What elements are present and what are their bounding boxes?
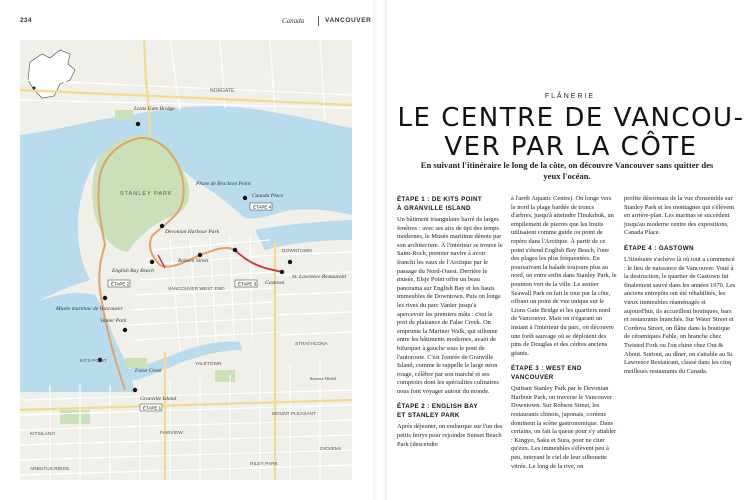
label-canada-place: Canada Place [252, 193, 284, 199]
etape2-text-continued: à l'arrêt Aquatic Centre). On longe vers le nord la plage bardée de troncs d'arbres, jusqu'à atteindre l'Inukshuk, un empilement de pierres que les Inuits utilisaient comme guide ou point de repère dans l'Arctique. À partir de ce point s'étend English Bay Beach, l'une des plages les plus fréquentées. En poursuivant la balade toujours plus au nord, on entre enfin dans Stanley Park, le poumon vert de la ville. Le sentier Seawall Park en fait le tour par la côte, offrant un point de vue unique sur le Lions Gate Bridge et les quartiers nord de Vancouver. Mais on n'égarant un instant à l'intérieur du parc, on découvre une forêt sauvage où se déploient des pins de Douglas et des cèdres anciens géants. [511, 195, 617, 357]
article-column-1 [397, 195, 504, 455]
etape4-text: L'itinéraire s'achève là où tout a commencé : le lieu de naissance de Vancouver. Voué à la destruction, le quartier de Gastown fut finalement sauvé dans les années 1970. Les anciens entrepôts ont été réhabilités, les vieux immeubles réaménagés et aujourd'hui, ils accueillent boutiques, bars et restaurants branchés. Sur Water Street et Cordova Street, on flâne dans la boutique de céramiques Fable, on branche chez Twisted Fork ou l'on chine chez Out & About. Surtout, au dîner, on s'attable au St. Lawrence Restaurant, classé dans les cinq meilleurs restaurants du Canada. [624, 255, 736, 375]
map-park-east [215, 370, 235, 382]
title-line-1: LE CENTRE DE VANCOU- [397, 103, 745, 133]
label-granville: Granville Island [140, 396, 177, 402]
label-downtown: DOWNTOWN [282, 249, 312, 254]
etape1-heading: ÉTAPE 1 : DE KITS POINT À GRANVILLE ISLAND [397, 196, 483, 212]
label-robson: Robson Street [178, 258, 209, 264]
etape3-heading: ÉTAPE 3 : WEST END VANCOUVER [511, 365, 582, 382]
badge-etape3: ÉTAPE 3 [238, 281, 257, 287]
label-strathcona: STRATHCONA [295, 342, 328, 347]
label-devonian: Devonian Harbour Park [165, 229, 220, 235]
etape3-text: Quittant Stanley Park par le Devonian Harbour Park, on traverse le Vancouver Downtown. Sur Robson Street, les restaurants chinois, japonais, coréens dominent la scène gastronomique. Dans certains, on fait la queue pour s'y attabler : Kingyo, Saku et Sura, pour ne citer qu'eux. Les immeubles s'élèvent peu à peu, tutoyant le ciel de leur silhouette vitrée. Le long de la rive, on [511, 385, 617, 470]
label-phare: Phare de Brockton Point [196, 181, 251, 187]
kicker-text: FLÂNERIE [544, 93, 596, 100]
label-arbutus: ARBUTUS RIDGE [30, 467, 70, 472]
label-english-bay: English Bay Beach [112, 268, 154, 274]
label-kits-point: KITS POINT [80, 359, 107, 364]
badge-etape1: ÉTAPE 1 [143, 405, 162, 411]
map-park-north [115, 110, 133, 120]
label-dickens: DICKENS [320, 447, 342, 452]
badge-etape2: ÉTAPE 2 [111, 281, 130, 287]
label-west-end: VANCOUVER WEST END [168, 287, 225, 292]
article-title [395, 104, 747, 162]
etape1-text: Un bâtiment triangulaire barré de larges fenêtres : avec ses airs de tipi des temps modernes, le Musée maritime dénote par son architecture. À l'intérieur se trouve le Saint-Roch, premier navire à avoir franchi les eaux de l'Arctique par le passage du Nord-Ouest. Derrière le musée, Elsje Point offre un beau panorama sur English Bay et les hauts immeubles de Downtown. Puis on longe les rives du parc Vanier jusqu'à apercevoir les premiers mâts : c'est le port de plaisance de False Creek. On emprunte la Mariner Walk, qui sillonne entre les bâtiments modernes, avant de bifurquer à gauche sous le pont de l'autoroute. C'est l'entrée de Granville Island, comme le rappelle le large néon rouge, célèbre par son marché et ses comptoirs dont les spécialités culinaires nous font voyager autour du monde. [397, 216, 503, 395]
map-park-vanier [125, 358, 147, 368]
badge-etape4: ÉTAPE 4 [253, 204, 272, 210]
book-gutter [373, 0, 387, 500]
label-norgate: NORGATE [210, 88, 235, 94]
header-city: VANCOUVER [325, 17, 372, 24]
header-separator [318, 16, 319, 26]
map-park-kitsilano [60, 410, 90, 424]
label-stanley-park: STANLEY PARK [120, 191, 173, 197]
article-lead: En suivant l'itinéraire le long de la côte, on découvre Vancouver sans quitter des yeux l'océan. [420, 160, 714, 181]
label-science-world: Science World [310, 376, 336, 381]
etape3-text-continued: profite désormais de la vue d'ensemble sur Stanley Park et les montagnes qui s'élèvent en arrière-plan. Les marinas se succèdent jusqu'au moderne centre des expositions, Canada Place. [624, 195, 735, 237]
article-column-2 [511, 195, 617, 477]
label-vanier: Vanier Park [100, 318, 127, 324]
label-false-creek: False Creek [135, 368, 162, 374]
title-line-2: VER PAR LA CÔTE [444, 132, 698, 162]
etape2-text: Après déjeuner, on embarque sur l'un des petits ferrys pour rejoindre Sunset Beach Park (descendre [397, 423, 503, 448]
header-country: Canada [282, 17, 305, 25]
label-kitsilano: KITSILANO [30, 432, 56, 437]
map-svg [20, 40, 352, 480]
etape4-heading: ÉTAPE 4 : GASTOWN [624, 244, 694, 252]
label-lions-gate: Lions Gate Bridge [134, 106, 175, 112]
page-number: 234 [20, 17, 32, 24]
article-column-3 [624, 195, 737, 382]
label-gastown: Gastown [265, 280, 285, 286]
label-saint-lawrence: St. Lawrence Restaurant [292, 274, 347, 280]
label-mount-pleasant: MOUNT PLEASANT [272, 412, 316, 417]
label-musee: Musée maritime de Vancouver [56, 306, 123, 312]
label-riley-park: RILEY PARK [250, 462, 278, 467]
label-fairview: FAIRVIEW [160, 431, 183, 436]
etape2-heading: ÉTAPE 2 : ENGLISH BAY ET STANLEY PARK [397, 403, 478, 420]
route-map [20, 40, 352, 480]
running-header [20, 17, 372, 29]
article-kicker [390, 93, 750, 100]
label-yaletown: YALETOWN [195, 362, 222, 367]
